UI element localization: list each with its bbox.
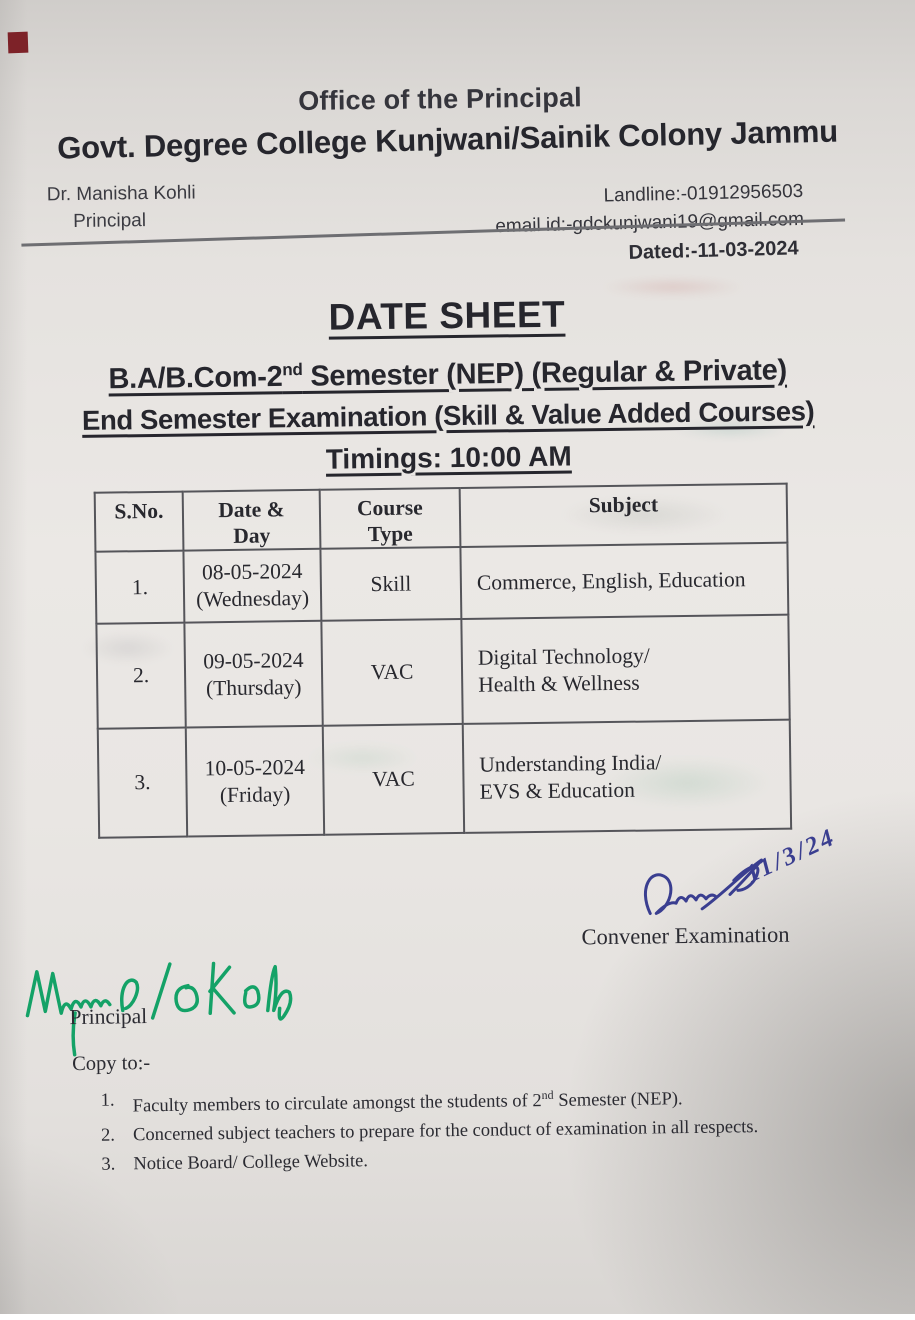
list-item-text: Notice Board/ College Website. [133, 1151, 369, 1175]
principal-designation: Principal [72, 210, 147, 232]
cell-day: (Friday) [219, 781, 291, 807]
cell-sno: 3. [98, 728, 187, 838]
email-line: email id:-gdckunjwani19@gmail.com [495, 208, 805, 238]
convener-signature-date: 11/3/24 [741, 823, 841, 889]
semester-line-pre: B.A/B.Com-2 [108, 360, 283, 396]
col-header-course-line2: Type [367, 521, 413, 547]
cell-subject [463, 720, 791, 833]
col-header-date-line1: Date & [218, 497, 285, 523]
copy-to-list [100, 1078, 758, 1180]
table-header-row [95, 484, 788, 552]
contact-block [495, 181, 805, 244]
col-header-sno: S.No. [95, 492, 184, 552]
college-name: Govt. Degree College Kunjwani/Sainik Colony Jammu [56, 113, 839, 166]
cell-course-type: Skill [320, 547, 461, 621]
list-item-number: 2. [100, 1125, 116, 1146]
cell-subject-line1: Commerce, English, Education [476, 566, 746, 595]
cell-date-day [183, 549, 321, 623]
convener-examination-label: Convener Examination [581, 921, 790, 950]
col-header-date-line2: Day [233, 523, 271, 548]
title-block [0, 288, 899, 484]
col-header-subject: Subject [460, 484, 788, 547]
list-item-text-pre: Faculty members to circulate amongst the students of 2 [132, 1091, 542, 1117]
table-row [98, 720, 791, 838]
cell-date-day [186, 726, 324, 837]
list-item-text-post: Semester (NEP). [553, 1089, 683, 1111]
cell-subject-line1: Digital Technology/ [477, 642, 650, 670]
col-header-date-day [183, 490, 321, 551]
list-item-number: 1. [100, 1090, 115, 1111]
cell-subject [460, 543, 788, 619]
cell-date-day [184, 621, 322, 728]
cell-date: 08-05-2024 [201, 559, 303, 585]
cell-subject-line2: EVS & Education [479, 777, 636, 804]
cell-sno: 2. [96, 623, 185, 729]
principal-name: Dr. Manisha Kohli [46, 182, 196, 206]
cell-date: 09-05-2024 [203, 647, 304, 673]
table-row [96, 615, 789, 729]
cell-course-type: VAC [323, 724, 464, 835]
list-item-ordinal-sup: nd [541, 1087, 554, 1102]
list-item-number: 3. [101, 1154, 116, 1175]
col-header-course-type [320, 488, 461, 549]
semester-ordinal-sup: nd [282, 360, 303, 380]
date-sheet-title: DATE SHEET [328, 293, 566, 338]
cell-course-type: VAC [321, 619, 462, 726]
landline-line: Landline:-01912956503 [603, 180, 804, 207]
date-sheet-table [94, 483, 792, 839]
timings-line: Timings: 10:00 AM [325, 440, 572, 475]
cell-day: (Thursday) [205, 674, 302, 700]
semester-line-post: Semester (NEP) (Regular & Private) [302, 354, 788, 393]
list-item-text: Concerned subject teachers to prepare for the conduct of examination in all respects. [132, 1117, 759, 1146]
cell-subject [461, 615, 789, 724]
cell-date: 10-05-2024 [204, 754, 306, 780]
principal-signature-label: Principal [69, 1004, 148, 1030]
col-header-course-line1: Course [356, 495, 423, 521]
office-line: Office of the Principal [298, 82, 583, 117]
table-row [95, 543, 788, 624]
cell-day: (Wednesday) [195, 585, 310, 612]
cell-subject-line1: Understanding India/ [479, 749, 662, 777]
exam-line: End Semester Examination (Skill & Value Added Courses) [81, 394, 815, 436]
cell-subject-line2: Health & Wellness [478, 670, 640, 697]
principal-signature-ink [19, 948, 318, 1062]
principal-block [47, 182, 197, 233]
dated-line: Dated:-11-03-2024 [628, 237, 799, 264]
copy-to-label: Copy to:- [72, 1052, 151, 1076]
cell-sno: 1. [95, 551, 184, 624]
